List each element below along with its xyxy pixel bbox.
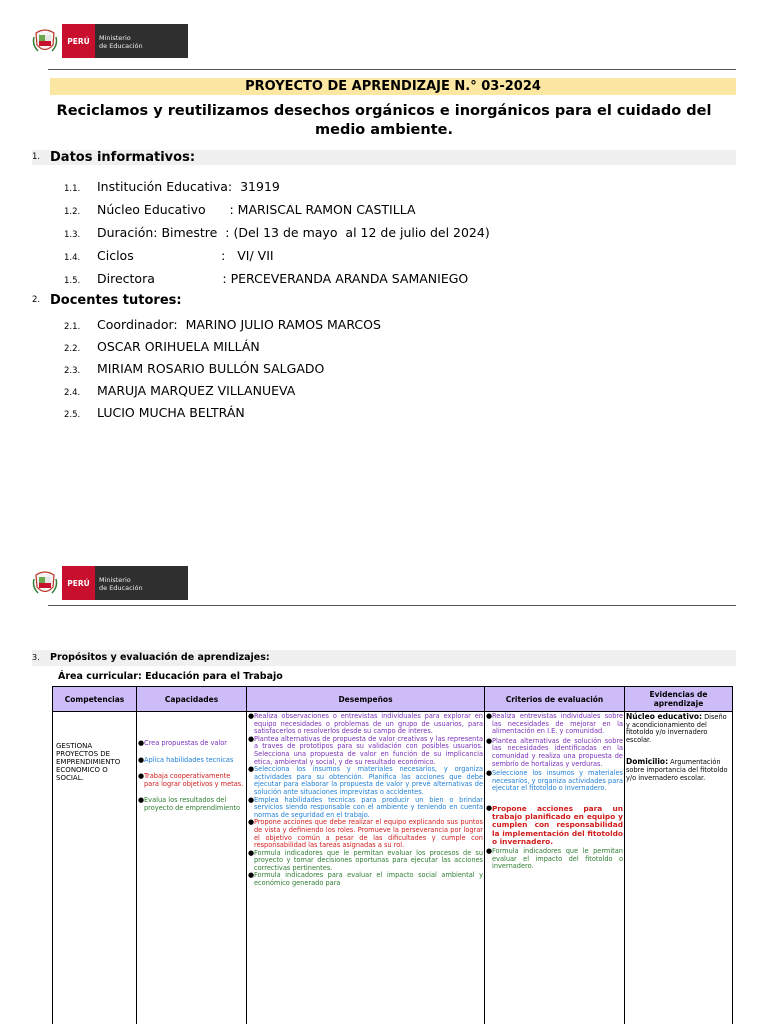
item-number: 1.5. bbox=[64, 276, 81, 286]
bullet-icon: ● bbox=[486, 736, 493, 745]
bullet-icon: ● bbox=[486, 846, 493, 855]
bullet-icon: ● bbox=[248, 871, 255, 880]
criterio-item bbox=[486, 770, 623, 793]
item-number: 2.1. bbox=[64, 322, 81, 332]
list-item bbox=[64, 202, 416, 220]
section-heading: Docentes tutores: bbox=[50, 293, 182, 308]
list-item bbox=[64, 339, 260, 357]
item-number: 1.3. bbox=[64, 230, 81, 240]
section-number: 2. bbox=[32, 295, 41, 305]
evidencia-text: Diseño y acondicionamiento del fitotoldo y/o invernadero escolar. bbox=[626, 713, 727, 744]
item-text: Coordinador: MARINO JULIO RAMOS MARCOS bbox=[97, 317, 381, 332]
item-text: OSCAR ORIHUELA MILLÁN bbox=[97, 339, 260, 354]
criterio-item bbox=[486, 738, 623, 768]
list-item bbox=[64, 405, 245, 423]
criterio-text: Formula indicadores que le permitan evaluar el impacto del fitotoldo o invernadero. bbox=[492, 846, 623, 871]
item-text: MARUJA MARQUEZ VILLANUEVA bbox=[97, 383, 296, 398]
desempeno-item bbox=[248, 766, 483, 796]
desempeno-item bbox=[248, 797, 483, 820]
header-divider bbox=[48, 605, 736, 606]
section-docentes-tutores bbox=[32, 293, 736, 308]
bullet-icon: ● bbox=[248, 795, 255, 804]
item-text: Duración: Bimestre : (Del 13 de mayo al 12 de julio del 2024) bbox=[97, 225, 490, 240]
header-evidencias: Evidencias de aprendizaje bbox=[625, 687, 733, 712]
bullet-icon: ● bbox=[138, 796, 145, 805]
project-subtitle: Reciclamos y reutilizamos desechos orgánicos e inorgánicos para el cuidado del medio ambiente. bbox=[56, 103, 712, 138]
desempeno-text: Emplea habilidades tecnicas para producir un bien o brindar servicios siendo responsable con el ambiente y teniendo en cuenta normas de seguridad en el trabajo. bbox=[254, 795, 483, 819]
bullet-icon: ● bbox=[138, 755, 145, 764]
criterios-cell bbox=[485, 712, 625, 1024]
evidencias-cell bbox=[625, 712, 733, 1024]
bullet-icon: ● bbox=[248, 734, 255, 743]
capacidad-item bbox=[138, 740, 245, 748]
evidencia-heading: Núcleo educativo: bbox=[626, 712, 702, 721]
capacidad-text: Crea propuestas de valor bbox=[144, 739, 228, 747]
list-item bbox=[64, 361, 324, 379]
evidencia-text: Argumentación sobre importancia del fitotoldo y/o invernadero escolar. bbox=[626, 758, 728, 782]
desempenos-cell bbox=[247, 712, 485, 1024]
evidencia-item bbox=[626, 758, 731, 782]
criterio-text: Seleccione los insumos y materiales necesarios, y organiza actividades para ejecutar el fitotoldo o invernadero. bbox=[492, 769, 623, 793]
desempeno-item bbox=[248, 736, 483, 766]
item-text: Ciclos : VI/ VII bbox=[97, 248, 274, 263]
ministerio-line1: Ministerio bbox=[99, 576, 131, 584]
item-number: 2.5. bbox=[64, 410, 81, 420]
header-divider bbox=[48, 69, 736, 70]
project-title: PROYECTO DE APRENDIZAJE N.° 03-2024 bbox=[50, 78, 736, 95]
criterio-item bbox=[486, 805, 623, 846]
capacidad-item bbox=[138, 757, 245, 765]
criterio-text: Propone acciones para un trabajo planificado en equipo y cumplen con responsabilidad la implementación del fitotoldo o invernadero. bbox=[492, 803, 623, 846]
table-row bbox=[53, 712, 733, 1024]
ministerio-line2: de Educación bbox=[99, 584, 143, 592]
criterio-item bbox=[486, 713, 623, 736]
item-text: MIRIAM ROSARIO BULLÓN SALGADO bbox=[97, 361, 325, 376]
capacidad-item bbox=[138, 797, 245, 812]
desempeno-text: Propone acciones que debe realizar el equipo explicando sus puntos de vista y definiendo los roles. Promueve la perseverancia por lograr el objetivo común a pesar de las dificultades y cumple con responsabilidad las tareas asignadas a su rol. bbox=[254, 818, 483, 850]
peru-label: PERÚ bbox=[62, 24, 95, 58]
item-number: 2.3. bbox=[64, 366, 81, 376]
item-text: LUCIO MUCHA BELTRÁN bbox=[97, 405, 245, 420]
section-datos-informativos bbox=[32, 150, 736, 165]
ministerio-label bbox=[95, 24, 188, 58]
bullet-icon: ● bbox=[486, 769, 493, 778]
header-criterios: Criterios de evaluación bbox=[485, 687, 625, 712]
desempeno-text: Realiza observaciones o entrevistas individuales para explorar en equipo necesidades o problemas de un grupo de usuarios, para satisfacerlos o resolverlos desde su campo de interes. bbox=[254, 712, 483, 736]
bullet-icon: ● bbox=[248, 818, 255, 827]
list-item bbox=[64, 179, 280, 197]
desempeno-text: Formula indicadores que le permitan evaluar los procesos de su proyecto y tomar decisiones oportunas para ejecutar las acciones correctivas pertinentes. bbox=[254, 848, 483, 872]
desempeno-text: Formula indicadores para evaluar el impacto social ambiental y económico generado para bbox=[254, 871, 483, 888]
list-item bbox=[64, 383, 295, 401]
item-number: 1.4. bbox=[64, 253, 81, 263]
minedu-logo bbox=[32, 24, 188, 58]
bullet-icon: ● bbox=[486, 712, 493, 720]
competencia-cell: GESTIONA PROYECTOS DE EMPRENDIMIENTO ECONOMICO O SOCIAL. bbox=[53, 712, 137, 1024]
item-number: 1.1. bbox=[64, 184, 81, 194]
list-item bbox=[64, 317, 381, 335]
peru-label: PERÚ bbox=[62, 566, 95, 600]
list-item bbox=[64, 271, 468, 289]
item-number: 2.2. bbox=[64, 344, 81, 354]
coat-of-arms-icon bbox=[32, 27, 58, 55]
criterio-item bbox=[486, 848, 623, 871]
desempeno-item bbox=[248, 819, 483, 849]
minedu-logo-page2 bbox=[32, 566, 188, 600]
section-number: 3. bbox=[32, 653, 40, 662]
header-desempenos: Desempeños bbox=[247, 687, 485, 712]
evidencia-heading: Domicilio: bbox=[626, 757, 669, 767]
desempeno-text: Selecciona los insumos y materiales necesarios, y organiza actividades para su obtención. Planifica las acciones que debe ejecutar para elaborar la propuesta de valor y prevé alternativas de solución ante situaciones imprevistas o accidentes. bbox=[254, 765, 483, 796]
section-heading: Propósitos y evaluación de aprendizajes: bbox=[50, 652, 270, 663]
table-header-row bbox=[53, 687, 733, 712]
bullet-icon: ● bbox=[138, 739, 145, 747]
bullet-icon: ● bbox=[486, 803, 493, 812]
section-heading: Datos informativos: bbox=[50, 150, 196, 165]
coat-of-arms-icon bbox=[32, 569, 58, 597]
header-competencias: Competencias bbox=[53, 687, 137, 712]
desempeno-item bbox=[248, 872, 483, 887]
bullet-icon: ● bbox=[138, 772, 145, 781]
ministerio-line1: Ministerio bbox=[99, 34, 131, 42]
evidencia-item bbox=[626, 713, 731, 744]
header-capacidades: Capacidades bbox=[137, 687, 247, 712]
section-number: 1. bbox=[32, 152, 41, 162]
capacidad-item bbox=[138, 773, 245, 788]
criterio-text: Plantea alternativas de solución sobre las necesidades identificadas en la comunidad y realiza una propuesta de sembrío de hortalizas y verduras. bbox=[492, 736, 623, 768]
area-curricular: Área curricular: Educación para el Trabajo bbox=[58, 671, 283, 682]
item-number: 1.2. bbox=[64, 207, 81, 217]
item-text: Institución Educativa: 31919 bbox=[97, 179, 280, 194]
item-text: Núcleo Educativo : MARISCAL RAMON CASTILLA bbox=[97, 202, 416, 217]
bullet-icon: ● bbox=[248, 712, 255, 720]
desempeno-item bbox=[248, 850, 483, 873]
capacidades-cell bbox=[137, 712, 247, 1024]
item-text: Directora : PERCEVERANDA ARANDA SAMANIEGO bbox=[97, 271, 469, 286]
criterio-text: Realiza entrevistas individuales sobre las necesidades de mejorar en la alimentación en I.E. y comunidad. bbox=[492, 712, 623, 736]
capacidad-text: Aplica habilidades tecnicas bbox=[144, 755, 234, 764]
list-item bbox=[64, 248, 274, 266]
ministerio-line2: de Educación bbox=[99, 42, 143, 50]
capacidad-text: Evalua los resultados del proyecto de emprendimiento bbox=[144, 796, 241, 812]
capacidad-text: Trabaja cooperativamente para lograr objetivos y metas. bbox=[144, 772, 244, 788]
desempeno-text: Plantea alternativas de propuesta de valor creativas y las representa a traves de prototipos para su validación con posibles usuarios. Selecciona una propuesta de valor en función de su implicancia etica, ambiental y social, y de su resultado económico. bbox=[254, 734, 483, 766]
ministerio-label bbox=[95, 566, 188, 600]
desempeno-item bbox=[248, 713, 483, 736]
bullet-icon: ● bbox=[248, 765, 255, 774]
bullet-icon: ● bbox=[248, 848, 255, 857]
evaluation-table bbox=[52, 686, 733, 1024]
list-item bbox=[64, 225, 490, 243]
item-number: 2.4. bbox=[64, 388, 81, 398]
section-propositos bbox=[32, 650, 736, 666]
